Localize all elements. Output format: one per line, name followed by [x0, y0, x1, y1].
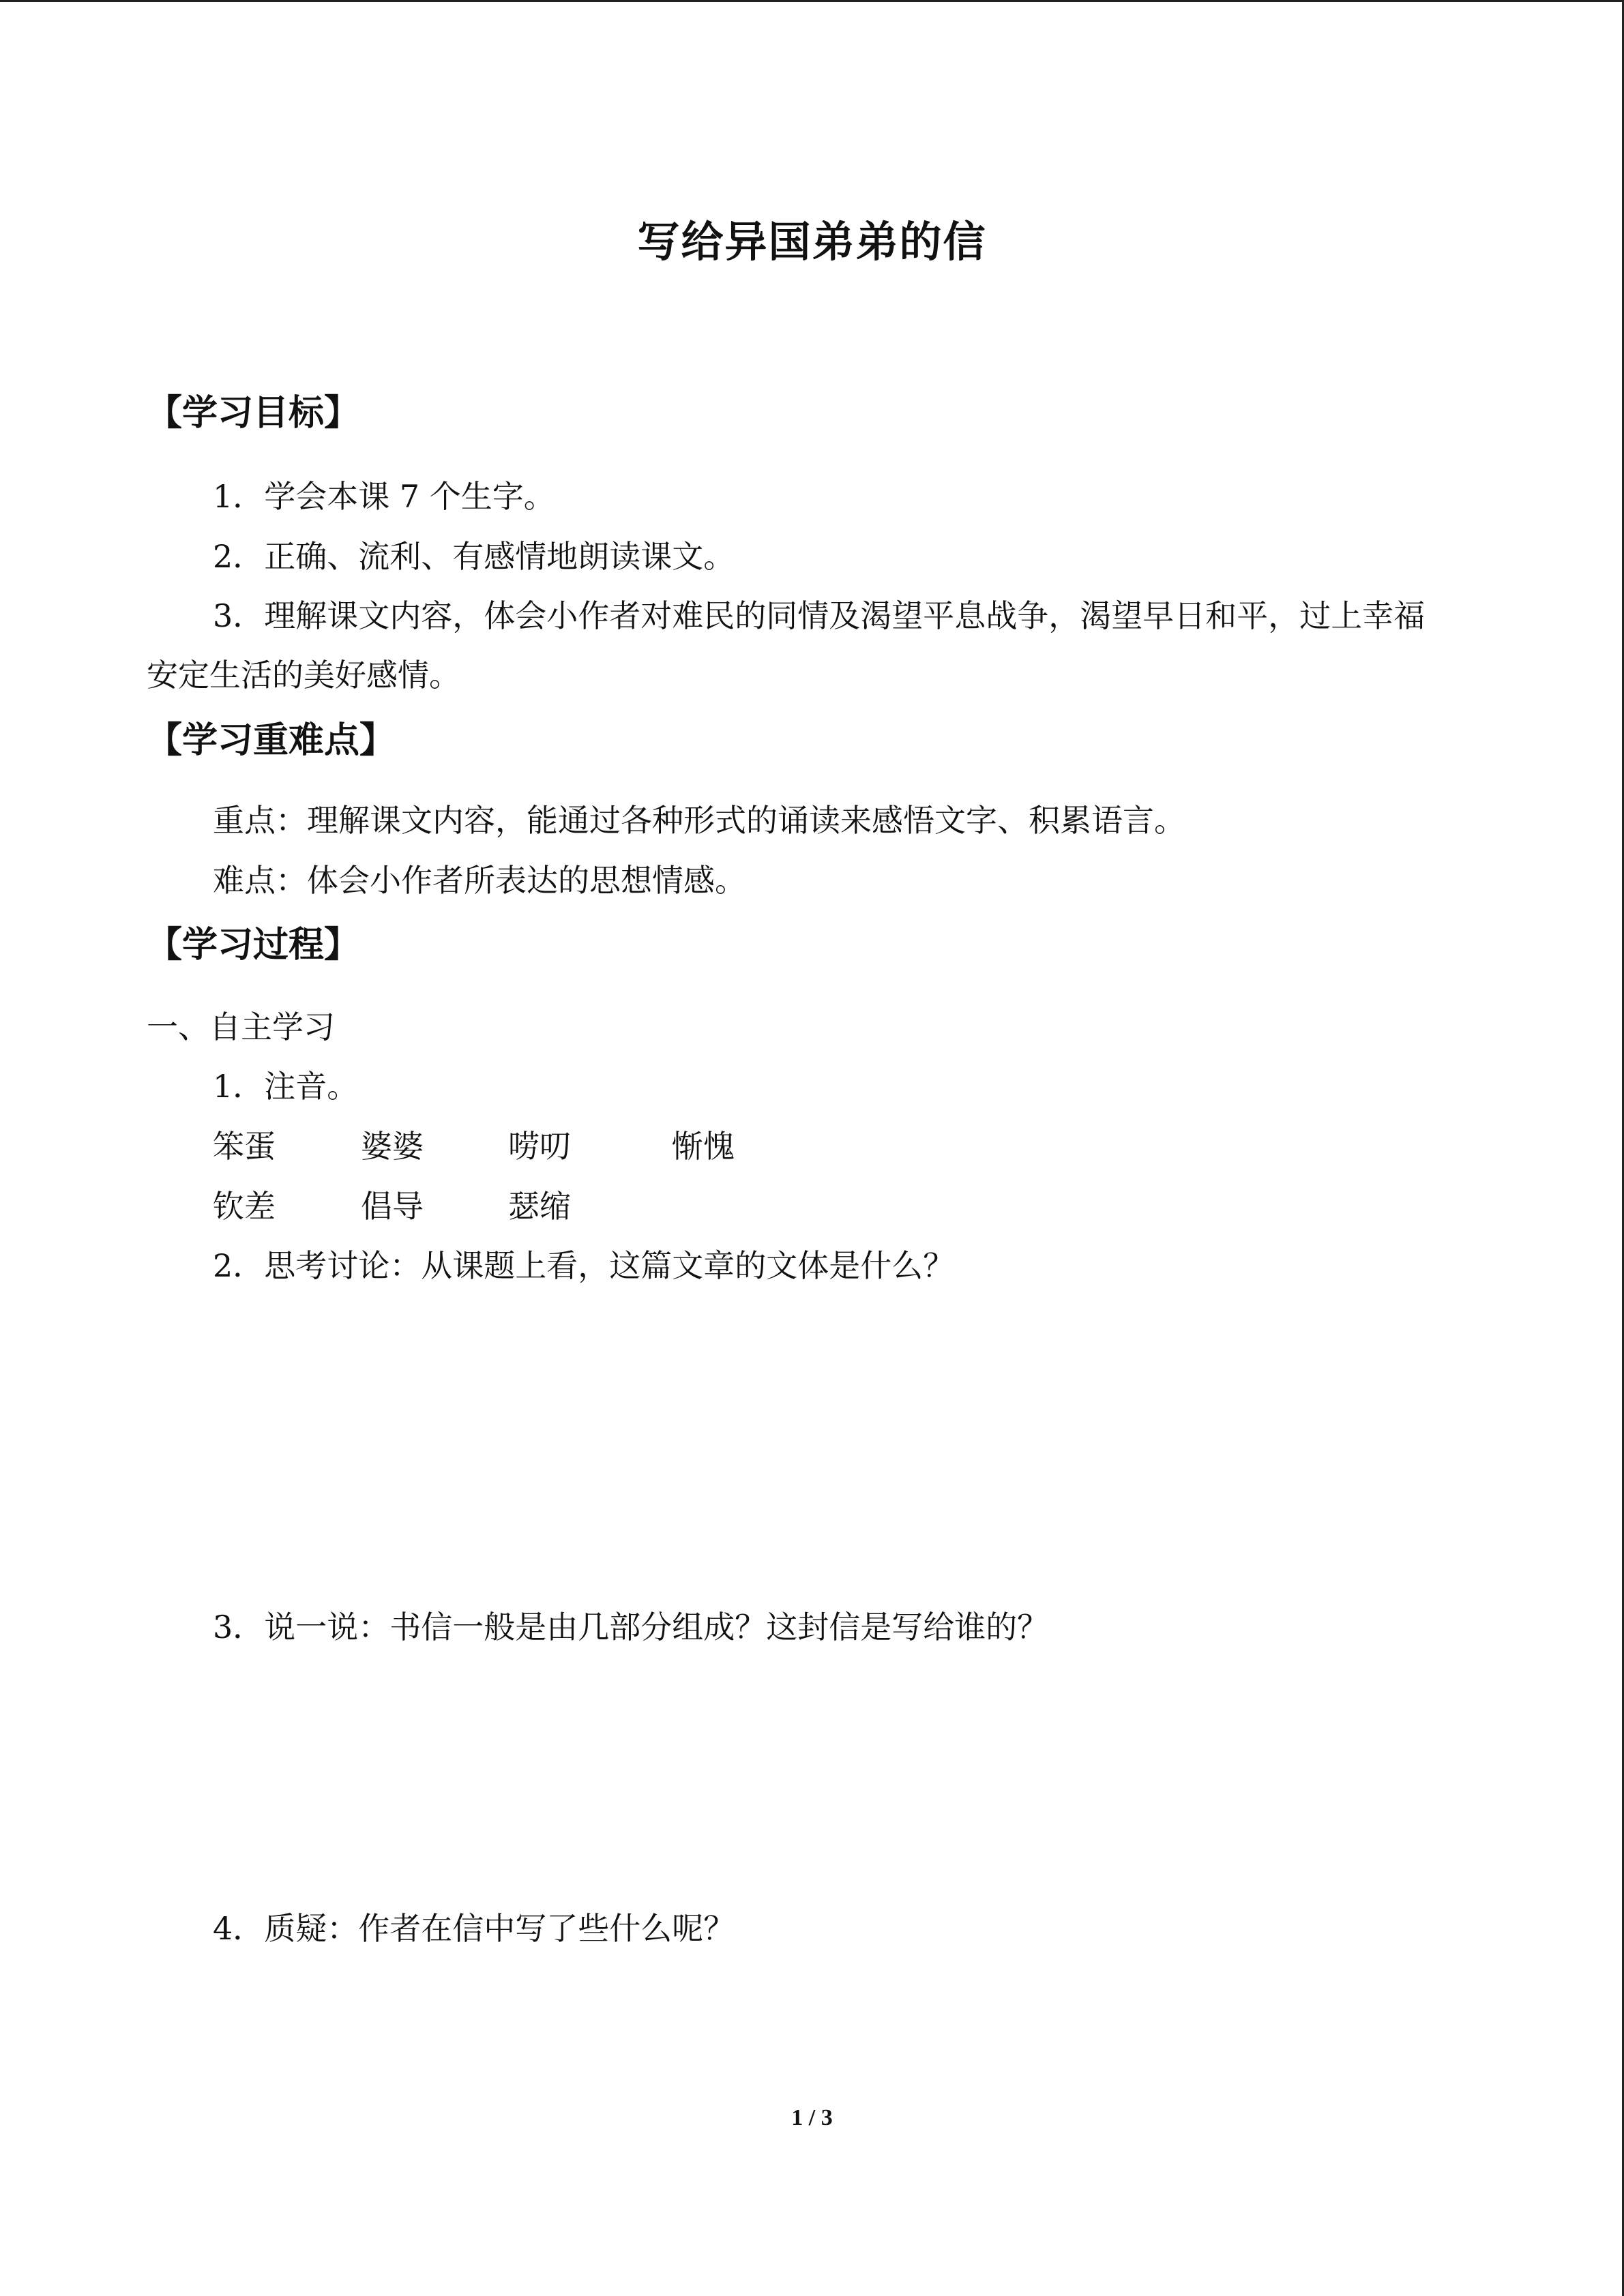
document-title: 写给异国弟弟的信: [637, 217, 987, 267]
goal-item-3: 3．理解课文内容，体会小作者对难民的同情及渴望平息战争，渴望早日和平，过上幸福: [213, 597, 1426, 634]
question-4: 4．质疑：作者在信中写了些什么呢？: [213, 1910, 735, 1947]
word-item: 倡导: [361, 1188, 424, 1225]
page-border-top: [0, 0, 1624, 2]
word-item: 瑟缩: [508, 1188, 571, 1225]
word-item: 唠叨: [508, 1128, 571, 1165]
heading-goals: 【学习目标】: [147, 392, 360, 434]
word-item: 笨蛋: [213, 1128, 276, 1165]
goal-item-2: 2．正确、流利、有感情地朗读课文。: [213, 538, 735, 575]
question-1: 1．注音。: [213, 1068, 359, 1105]
heading-key-points: 【学习重难点】: [147, 719, 396, 761]
question-3: 3．说一说：书信一般是由几部分组成？这封信是写给谁的？: [213, 1609, 1049, 1645]
key-point-difficulty: 难点：体会小作者所表达的思想情感。: [213, 862, 746, 899]
goal-item-1: 1．学会本课 7 个生字。: [213, 478, 555, 515]
word-item: 惭愧: [672, 1128, 735, 1165]
heading-process: 【学习过程】: [147, 924, 360, 966]
part-one-label: 一、自主学习: [147, 1009, 335, 1045]
word-item: 婆婆: [361, 1128, 424, 1165]
goal-item-3-continued: 安定生活的美好感情。: [147, 657, 460, 694]
word-item: 钦差: [213, 1188, 276, 1225]
page-number: 1 / 3: [791, 2105, 833, 2130]
question-2: 2．思考讨论：从课题上看，这篇文章的文体是什么？: [213, 1247, 955, 1284]
key-point-focus: 重点：理解课文内容，能通过各种形式的诵读来感悟文字、积累语言。: [213, 802, 1185, 839]
